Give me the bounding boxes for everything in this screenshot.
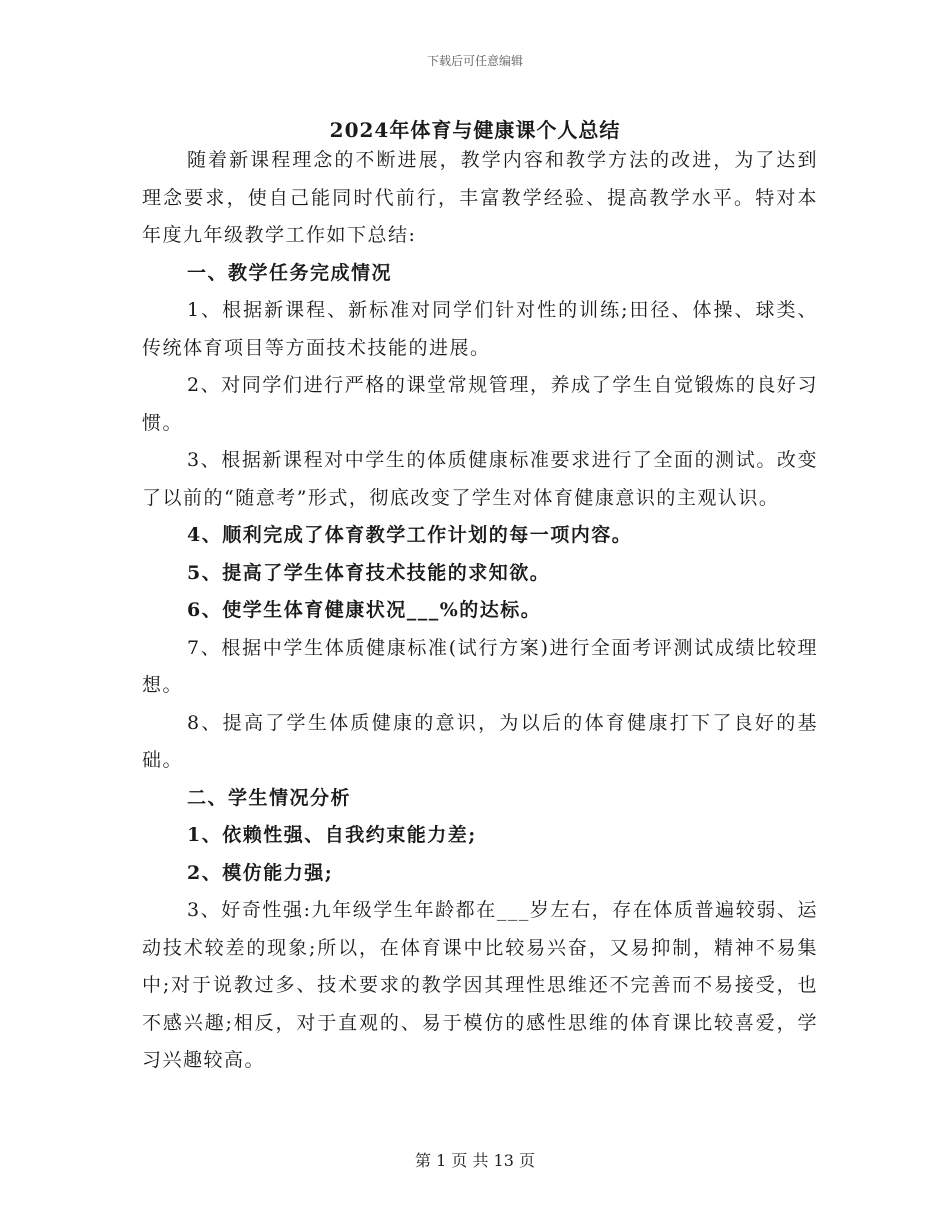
paragraph: 4、顺利完成了体育教学工作计划的每一项内容。	[187, 524, 633, 546]
paragraph: 6、使学生体育健康状况___%的达标。	[187, 599, 542, 621]
paragraph: 1、根据新课程、新标准对同学们针对性的训练;田径、体操、球类、传统体育项目等方面技术技能的进展。	[142, 299, 818, 359]
paragraph: 随着新课程理念的不断进展，教学内容和教学方法的改进，为了达到理念要求，使自己能同时代前行，丰富教学经验、提高教学水平。特对本年度九年级教学工作如下总结:	[142, 149, 818, 246]
document-title: 2024年体育与健康课个人总结	[329, 118, 621, 142]
document-body	[142, 142, 818, 1080]
paragraph: 5、提高了学生体育技术技能的求知欲。	[187, 561, 551, 584]
paragraph: 2、对同学们进行严格的课堂常规管理，养成了学生自觉锻炼的良好习惯。	[142, 374, 818, 434]
section-heading: 一、教学任务完成情况	[187, 261, 393, 284]
header-note: 下载后可任意编辑	[426, 54, 523, 68]
section-heading: 二、学生情况分析	[187, 786, 352, 809]
page-number: 第 1 页 共 13 页	[415, 1151, 535, 1170]
paragraph: 3、好奇性强:九年级学生年龄都在___岁左右，存在体质普遍较弱、运动技术较差的现象;所以，在体育课中比较易兴奋，又易抑制，精神不易集中;对于说教过多、技术要求的教学因其理性思维还不完善而不易接受，也不感兴趣;相反，对于直观的、易于模仿的感性思维的体育课比较喜爱，学习兴趣较高。	[142, 899, 818, 1071]
paragraph: 3、根据新课程对中学生的体质健康标准要求进行了全面的测试。改变了以前的“随意考”形式，彻底改变了学生对体育健康意识的主观认识。	[142, 449, 818, 509]
paragraph: 2、模仿能力强;	[187, 861, 334, 884]
paragraph: 8、提高了学生体质健康的意识，为以后的体育健康打下了良好的基础。	[142, 711, 818, 771]
paragraph: 1、依赖性强、自我约束能力差;	[187, 824, 477, 846]
paragraph: 7、根据中学生体质健康标准(试行方案)进行全面考评测试成绩比较理想。	[142, 636, 818, 696]
